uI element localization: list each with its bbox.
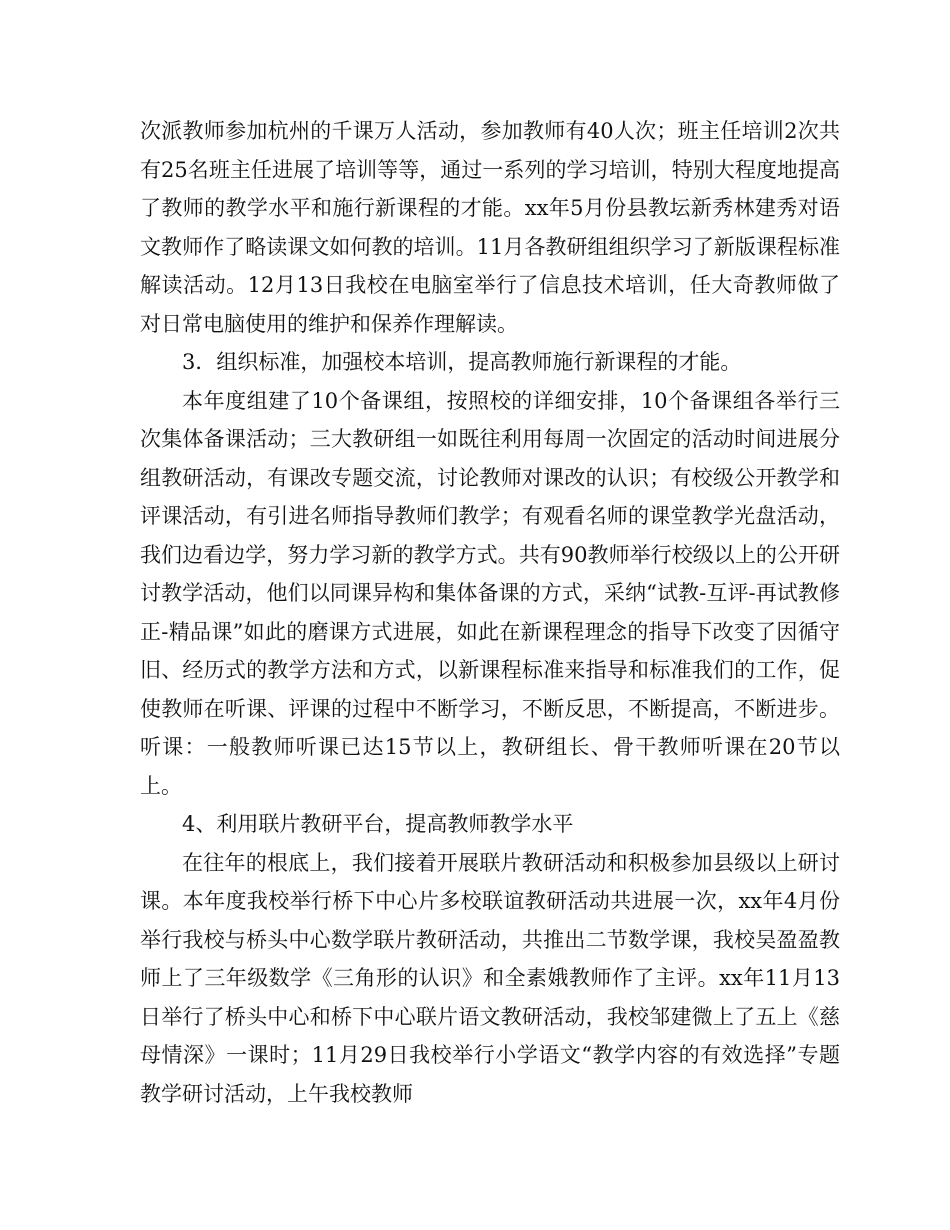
document-body [140,112,840,1113]
paragraph-lesson-preparation: 本年度组建了10个备课组，按照校的详细安排，10个备课组各举行三次集体备课活动；三大教研组一如既往利用每周一次固定的活动时间进展分组教研活动，有课改专题交流，讨论教师对课改的认识；有校级公开教学和评课活动，有引进名师指导教师们教学；有观看名师的课堂教学光盘活动，我们边看边学，努力学习新的教学方式。共有90教师举行校级以上的公开研讨教学活动，他们以同课异构和集体备课的方式，采纳“试教-互评-再试教修正-精品课”如此的磨课方式进展，如此在新课程理念的指导下改变了因循守旧、经历式的教学方法和方式，以新课程标准来指导和标准我们的工作，促使教师在听课、评课的过程中不断学习，不断反思，不断提高，不断进步。听课：一般教师听课已达15节以上，教研组长、骨干教师听课在20节以上。 [140,388,840,798]
paragraph-heading-4: 4、利用联片教研平台，提高教师教学水平 [182,812,574,836]
paragraph-training-summary: 次派教师参加杭州的千课万人活动，参加教师有40人次；班主任培训2次共有25名班主任进展了培训等等，通过一系列的学习培训，特别大程度地提高了教师的教学水平和施行新课程的才能。xx年5月份县教坛新秀林建秀对语文教师作了略读课文如何教的培训。11月各教研组组织学习了新版课程标准解读活动。12月13日我校在电脑室举行了信息技术培训，任大奇教师做了对日常电脑使用的维护和保养作理解读。 [140,119,840,336]
paragraph-joint-research: 在往年的根底上，我们接着开展联片教研活动和积极参加县级以上研讨课。本年度我校举行桥下中心片多校联谊教研活动共进展一次，xx年4月份举行我校与桥头中心数学联片教研活动，共推出二节数学课，我校吴盈盈教师上了三年级数学《三角形的认识》和全素娥教师作了主评。xx年11月13日举行了桥头中心和桥下中心联片语文教研活动，我校邹建微上了五上《慈母情深》一课时；11月29日我校举行小学语文“教学内容的有效选择”专题教学研讨活动，上午我校教师 [140,850,840,1106]
paragraph-heading-3: 3．组织标准，加强校本培训，提高教师施行新课程的才能。 [182,350,742,374]
